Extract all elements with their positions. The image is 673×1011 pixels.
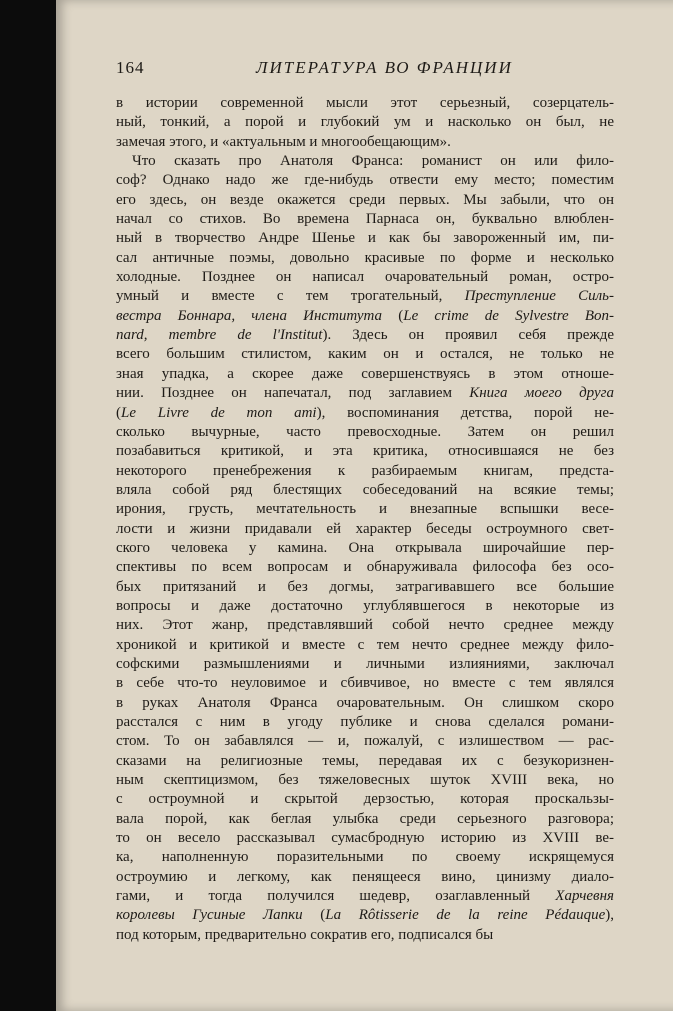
italic-text-segment: Харчевня — [555, 888, 614, 905]
running-title: ЛИТЕРАТУРА ВО ФРАНЦИИ — [256, 58, 513, 77]
text-segment: холодные. Позднее он написал очаровательный роман, остро- — [116, 269, 614, 286]
text-segment: сказами на религиозные темы, передавая их с безукоризнен- — [116, 752, 614, 769]
text-line — [116, 655, 614, 674]
text-line — [116, 926, 614, 945]
text-line — [116, 171, 614, 190]
text-segment: ). Здесь он проявил себя прежде — [322, 327, 614, 344]
text-line — [116, 771, 614, 790]
text-line — [116, 616, 614, 635]
text-line — [116, 810, 614, 829]
text-line — [116, 558, 614, 577]
text-line — [116, 906, 614, 925]
text-segment: гами, и тогда получился шедевр, озаглавленный — [116, 888, 556, 905]
text-line — [116, 423, 614, 442]
text-segment: ( — [302, 907, 326, 924]
text-segment: вопросы и даже достаточно углублявшегося в некоторые из — [116, 597, 614, 614]
text-segment: них. Этот жанр, представлявший собой нечто среднее между — [116, 617, 614, 634]
text-segment: с остроумной и скрытой дерзостью, которая проскальзы- — [116, 791, 614, 808]
text-segment: ), — [605, 907, 614, 924]
text-line — [116, 268, 614, 287]
text-line — [116, 578, 614, 597]
text-segment: спективы по всем вопросам и обнаруживала философа без осо- — [116, 559, 614, 576]
text-line — [116, 732, 614, 751]
text-line — [116, 713, 614, 732]
page-number: 164 — [116, 58, 145, 77]
text-segment: замечая этого, и «актуальным и многообещающим». — [116, 133, 451, 150]
body-text — [116, 94, 614, 945]
text-line — [116, 500, 614, 519]
text-line — [116, 133, 614, 152]
text-segment: ный в творчество Андре Шенье и как бы завороженный им, пи- — [116, 230, 614, 247]
text-segment: ( — [382, 307, 404, 324]
italic-text-segment: Le crime de Sylvestre Bon- — [403, 307, 614, 324]
text-segment: зная упадка, а скорее даже совершенствуясь в этом отноше- — [116, 365, 614, 382]
italic-text-segment: La Rôtisserie de la reine Pédauque — [325, 907, 606, 924]
text-line — [116, 229, 614, 248]
text-line — [116, 887, 614, 906]
text-segment: остроумию и легкому, как пенящееся вино, цинизму диало- — [116, 868, 614, 885]
text-line — [116, 829, 614, 848]
text-line — [116, 307, 614, 326]
text-segment: вала порой, как беглая улыбка среди серьезного разговора; — [116, 810, 614, 827]
text-segment: вляла собой ряд блестящих собеседований на всякие темы; — [116, 481, 614, 498]
italic-text-segment: Преступление Силь- — [464, 288, 614, 305]
page-header — [116, 58, 620, 82]
italic-text-segment: королевы Гусиные Лапки — [116, 907, 303, 924]
text-line — [116, 94, 614, 113]
text-segment: начал со стихов. Во времена Парнаса он, буквально влюблен- — [116, 211, 614, 228]
text-line — [116, 345, 614, 364]
text-segment: хроникой и критикой и вместе с тем нечто среднее между фило- — [116, 636, 614, 653]
text-line — [116, 674, 614, 693]
italic-text-segment: nard, membre de l'Institut — [116, 327, 323, 344]
text-segment: ка, наполненную поразительными по своему искрящемуся — [116, 849, 614, 866]
text-line — [116, 868, 614, 887]
text-line — [116, 636, 614, 655]
text-line — [116, 462, 614, 481]
text-segment: сал античные поэмы, довольно красивые по форме и несколько — [116, 249, 614, 266]
text-line — [116, 113, 614, 132]
text-segment: софскими размышлениями и личными излияниями, заключал — [116, 655, 614, 672]
text-segment: бых притязаний и без догмы, затрагивавшего все большие — [116, 578, 614, 595]
text-segment: в руках Анатоля Франса очаровательным. Он слишком скоро — [116, 694, 614, 711]
text-line — [116, 539, 614, 558]
text-segment: то он весело рассказывал сумасбродную историю из XVIII ве- — [116, 830, 614, 847]
text-segment: ), воспоминания детства, порой не- — [316, 404, 614, 421]
italic-text-segment: Le Livre de mon ami — [121, 404, 317, 421]
text-segment: сколько вычурные, часто превосходные. Затем он решил — [116, 423, 614, 440]
italic-text-segment: Книга моего друга — [469, 385, 614, 402]
text-line — [116, 326, 614, 345]
text-segment: стом. То он забавлялся — и, пожалуй, с излишеством — рас- — [116, 733, 614, 750]
text-line — [116, 365, 614, 384]
text-segment: лости и жизни придавали ей характер беседы остроумного свет- — [116, 520, 614, 537]
text-segment: некоторого пренебрежения к разбираемым книгам, предста- — [116, 462, 614, 479]
text-line — [116, 481, 614, 500]
text-segment: ( — [116, 404, 121, 421]
text-segment: ным скептицизмом, без тяжеловесных шуток XVIII века, но — [116, 772, 614, 789]
text-line — [116, 404, 614, 423]
text-line — [116, 848, 614, 867]
text-segment: его здесь, он везде окажется среди первых. Мы забыли, что он — [116, 191, 614, 208]
text-segment: нии. Позднее он напечатал, под заглавием — [116, 385, 470, 402]
text-line — [116, 520, 614, 539]
text-line — [116, 442, 614, 461]
text-segment: расстался с ним в угоду публике и снова сделался романи- — [116, 714, 614, 730]
text-line — [116, 287, 614, 306]
text-line — [116, 152, 614, 171]
text-segment: в себе что-то неуловимое и сбивчивое, но вместе с тем являлся — [116, 675, 614, 692]
text-line — [116, 210, 614, 229]
text-segment: ского человека у камина. Она открывала широчайшие пер- — [116, 539, 614, 556]
text-segment: ный, тонкий, а порой и глубокий ум и насколько он был, не — [116, 114, 614, 131]
text-segment: в истории современной мысли этот серьезный, созерцатель- — [116, 95, 614, 111]
text-segment: под которым, предварительно сократив его, подписался бы — [116, 926, 494, 943]
text-segment: ирония, грусть, мечтательность и внезапные вспышки весе- — [116, 501, 614, 518]
text-line — [116, 694, 614, 713]
text-segment: Что сказать про Анатоля Франса: романист он или фило- — [132, 153, 614, 170]
text-segment: соф? Однако надо же где-нибудь отвести ему место; поместим — [116, 172, 614, 189]
italic-text-segment: вестра Боннара, члена Института — [116, 307, 383, 324]
text-segment: позабавиться критикой, и эта критика, относившаяся не без — [116, 443, 614, 460]
text-line — [116, 597, 614, 616]
text-segment: умный и вместе с тем трогательный, — [116, 288, 465, 305]
text-line — [116, 790, 614, 809]
text-line — [116, 752, 614, 771]
text-line — [116, 384, 614, 403]
text-segment: всего большим стилистом, каким он и остался, не только не — [116, 346, 614, 363]
text-line — [116, 191, 614, 210]
text-line — [116, 249, 614, 268]
